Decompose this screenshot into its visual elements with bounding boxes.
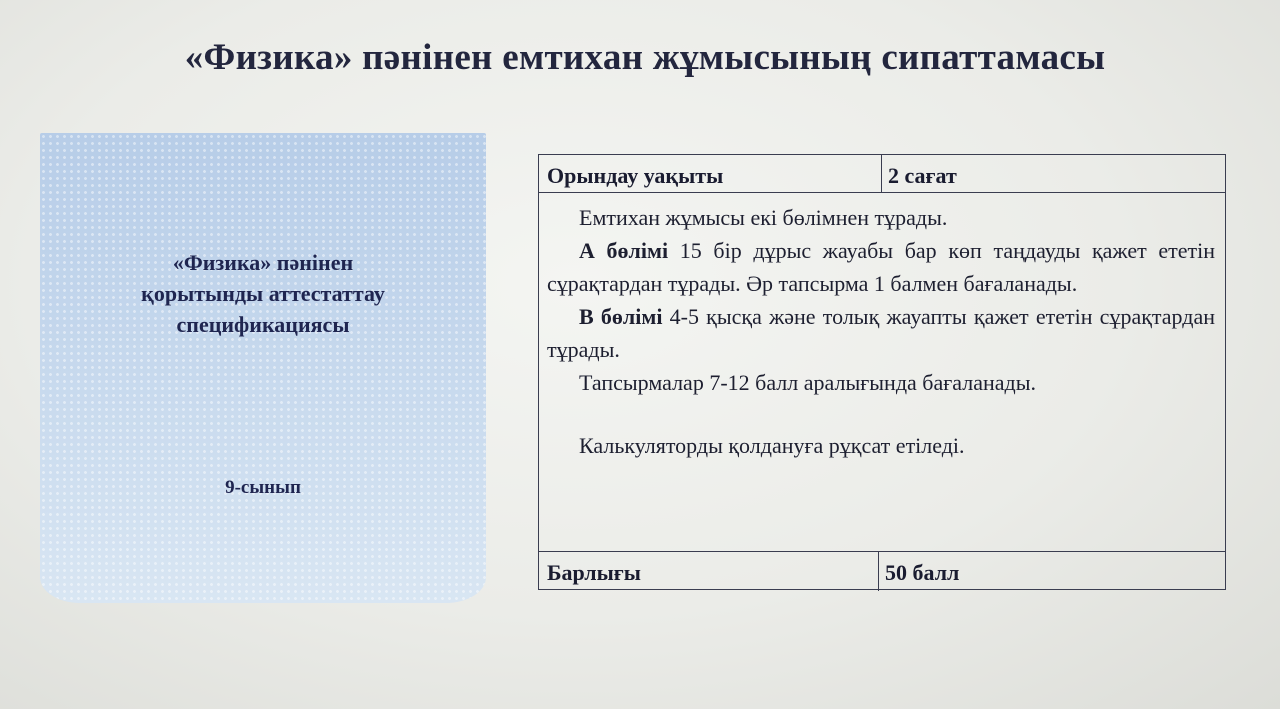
specification-title-line: қорытынды аттестаттау (141, 281, 385, 306)
part-b-label: В бөлімі (579, 304, 663, 329)
part-b-text: 4-5 қысқа және толық жауапты қажет ететін сұрақтардан тұрады. (547, 304, 1215, 362)
part-b-paragraph (547, 300, 1215, 366)
calculator-text: Калькуляторды қолдануға рұқсат етіледі. (579, 433, 965, 458)
part-a-text: 15 бір дұрыс жауабы бар көп таңдауды қажет ететін сұрақтардан тұрады. Әр тапсырма 1 балмен бағаланады. (547, 238, 1215, 296)
part-a-label: А бөлімі (579, 238, 669, 263)
specification-title-line: «Физика» пәнінен (172, 250, 354, 275)
table-row-description (539, 193, 1225, 551)
table-row-total (539, 551, 1225, 591)
scoring-text: Тапсырмалар 7-12 балл аралығында бағаланады. (579, 370, 1036, 395)
grade-label: 9-сынып (225, 477, 301, 498)
exam-description-table (538, 154, 1226, 590)
part-a-paragraph (547, 234, 1215, 300)
intro-text: Емтихан жұмысы екі бөлімнен тұрады. (579, 205, 948, 230)
slide-title: «Физика» пәнінен емтихан жұмысының сипаттамасы (184, 37, 1106, 78)
total-value: 50 балл (885, 560, 960, 585)
specification-title-line: спецификациясы (176, 312, 350, 337)
time-label: Орындау уақыты (539, 155, 882, 192)
time-value: 2 сағат (888, 163, 957, 188)
specification-title (40, 247, 486, 340)
table-row-time (539, 155, 1225, 193)
total-label: Барлығы (539, 552, 879, 591)
exam-description (547, 201, 1215, 462)
specification-card (40, 133, 486, 603)
